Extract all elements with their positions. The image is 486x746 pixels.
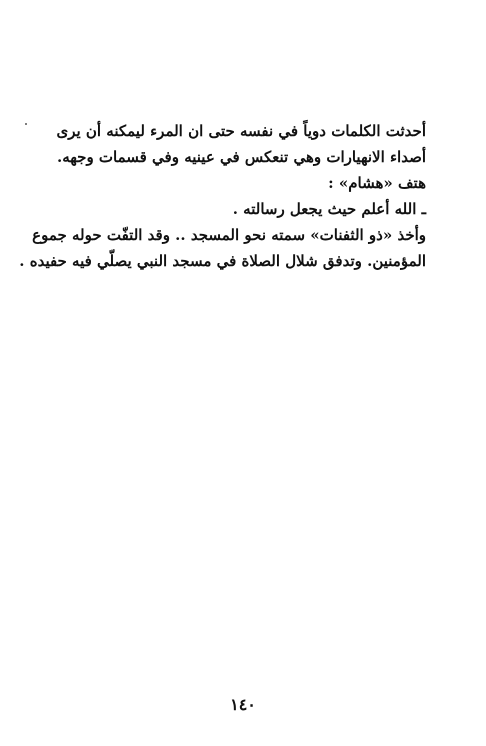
text-line: أحدثت الكلمات دوياً في نفسه حتى ان المرء ليمكنه أن يرى bbox=[56, 122, 426, 140]
text-line: المؤمنين. وتدفق شلال الصلاة في مسجد النبي يصلّي فيه حفيده . bbox=[19, 252, 426, 270]
page-number: ١٤٠ bbox=[230, 695, 256, 714]
text-line: ـ الله أعلم حيث يجعل رسالته . bbox=[232, 200, 426, 218]
scan-speck bbox=[25, 123, 27, 125]
text-line: هتف «هشام» : bbox=[328, 174, 426, 192]
text-line: وأخذ «ذو الثفنات» سمته نحو المسجد .. وقد التفّت حوله جموع bbox=[32, 226, 426, 244]
body-text bbox=[19, 118, 426, 274]
text-line: أصداء الانهيارات وهي تنعكس في عينيه وفي قسمات وجهه. bbox=[57, 148, 426, 166]
